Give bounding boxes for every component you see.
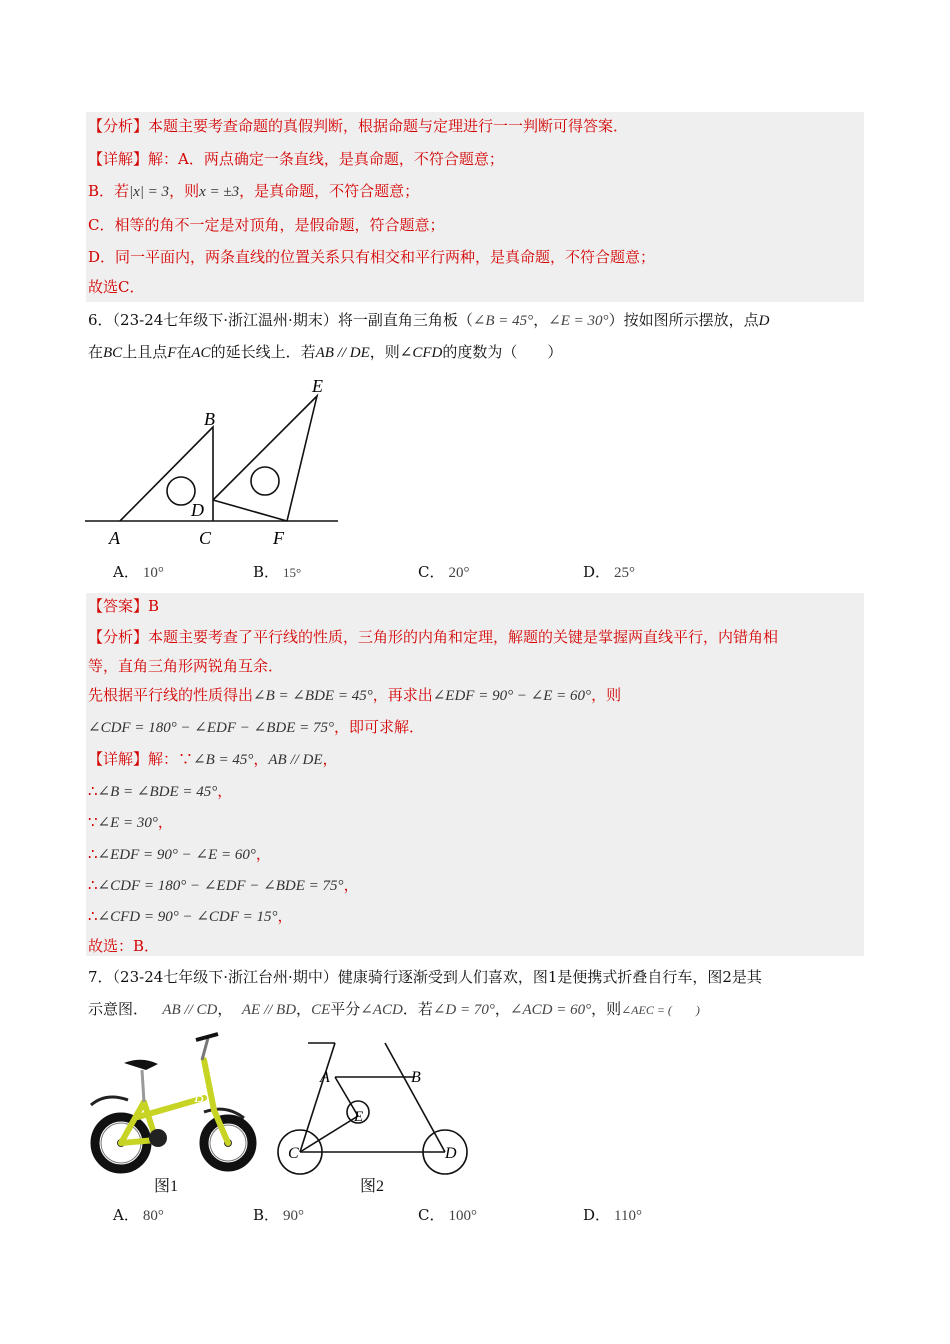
q5-b-condition: |x| = 3 — [129, 184, 170, 200]
q6-stem-e: 在 — [176, 343, 192, 361]
q7-schematic-figure — [270, 1030, 480, 1180]
q7-option-c[interactable] — [418, 1205, 477, 1226]
q6-detail — [88, 748, 338, 771]
q6-angle-e: ∠E = 30° — [548, 313, 609, 329]
text: ， — [157, 813, 173, 831]
text: 【详解】解：∵ — [88, 750, 194, 768]
text: ， — [217, 782, 233, 800]
math-expression: ∠D = 70° — [432, 1002, 495, 1018]
q6-angle-b: ∠B = 45° — [472, 313, 534, 329]
q6-label-e: E — [312, 376, 323, 396]
q6-option-c[interactable] — [418, 562, 469, 583]
option-value: 20° — [448, 565, 470, 581]
q6-analysis-2: 等，直角三角形两锐角互余． — [88, 657, 284, 675]
q6-triangles-figure — [80, 370, 350, 550]
q6-option-b[interactable] — [253, 562, 301, 583]
math-expression: ∠CFD = 90° − ∠CDF = 15° — [97, 909, 278, 925]
q6-seg-ac: AC — [191, 345, 211, 361]
q5-b-result: x = ±3 — [199, 184, 240, 200]
option-value: 90° — [283, 1208, 305, 1224]
therefore-symbol: ∴ — [88, 845, 98, 863]
q5-choose: 故选C． — [88, 278, 145, 296]
option-value: 80° — [142, 1208, 164, 1224]
q7-stem-line1: 7．（23-24七年级下·浙江台州·期中）健康骑行逐渐受到人们喜欢，图1是便携式折叠自行车，图2是其 — [88, 968, 762, 986]
q5-detail-a: 【详解】解：A．两点确定一条直线，是真命题，不符合题意； — [88, 150, 504, 168]
q6-point-f: F — [167, 345, 177, 361]
text: 平分 — [330, 1000, 361, 1018]
q6-choose: 故选：B． — [88, 937, 160, 955]
math-expression: AB // CD — [162, 1002, 218, 1018]
q7-fig2-caption: 图2 — [360, 1178, 385, 1195]
math-expression: ∠EDF = 90° − ∠E = 60° — [432, 688, 592, 704]
option-value: 100° — [448, 1208, 477, 1224]
math-expression: ∠EDF = 90° − ∠E = 60° — [97, 847, 256, 863]
therefore-symbol: ∴ — [88, 876, 98, 894]
q6-condition: AB // DE — [315, 345, 370, 361]
therefore-symbol: ∴ — [88, 782, 98, 800]
option-label: B． — [253, 563, 280, 581]
q7-option-d[interactable] — [583, 1205, 642, 1226]
math-expression: AE // BD — [241, 1002, 297, 1018]
q5-b-suffix: ，是真命题，不符合题意； — [239, 182, 420, 200]
option-label: A． — [113, 1206, 139, 1224]
math-expression: AB // DE — [268, 752, 323, 768]
text: ， — [494, 1000, 510, 1018]
q7-label-c: C — [288, 1145, 299, 1162]
option-label: A． — [113, 563, 139, 581]
therefore-symbol: ∴ — [88, 907, 98, 925]
option-label: D． — [583, 563, 611, 581]
text: ， — [217, 1000, 233, 1018]
q6-step-4 — [88, 874, 359, 897]
q6-step-5 — [88, 905, 293, 928]
text: ，即可求解． — [334, 718, 425, 736]
text: ， — [322, 750, 338, 768]
text: ．若 — [402, 1000, 433, 1018]
q6-label-c: C — [199, 528, 212, 548]
text: ，再求出 — [372, 686, 433, 704]
q6-stem-line1 — [88, 309, 769, 332]
q5-option-c: C．相等的角不一定是对顶角，是假命题，符合题意； — [88, 216, 445, 234]
q7-option-b[interactable] — [253, 1205, 304, 1226]
math-expression: CE — [311, 1002, 331, 1018]
q5-b-prefix: B．若 — [88, 182, 130, 200]
q6-stem-a: 6．（23-24七年级下·浙江温州·期末）将一副直角三角板（ — [88, 311, 473, 329]
option-value: 15° — [283, 565, 302, 580]
q5-analysis: 【分析】本题主要考查命题的真假判断，根据命题与定理进行一一判断可得答案． — [88, 117, 629, 135]
text: ， — [277, 907, 293, 925]
q6-seg-bc: BC — [103, 345, 123, 361]
q6-stem-c: 在 — [88, 343, 104, 361]
q5-solution-box — [86, 112, 864, 302]
math-expression: ∠B = 45° — [193, 752, 254, 768]
q6-stem-g: ，则 — [369, 343, 400, 361]
option-value: 25° — [614, 565, 636, 581]
q6-label-b: B — [204, 409, 215, 429]
math-expression: ∠ACD — [360, 1002, 403, 1018]
math-expression: ∠B = ∠BDE = 45° — [97, 784, 218, 800]
q7-stem-line2 — [88, 998, 700, 1021]
q5-option-b — [88, 180, 419, 203]
q6-point-d: D — [758, 313, 770, 329]
q6-option-a[interactable] — [113, 562, 164, 583]
option-label: D． — [583, 1206, 611, 1224]
q6-step-3 — [88, 843, 271, 866]
math-expression: ∠ACD = 60° — [509, 1002, 592, 1018]
q6-analysis-1: 【分析】本题主要考查了平行线的性质，三角形的内角和定理，解题的关键是掌握两直线平行，内错角相 — [88, 628, 779, 646]
option-label: C． — [418, 1206, 445, 1224]
q6-sep: ， — [533, 311, 549, 329]
q6-analysis-4 — [88, 716, 424, 739]
q7-option-a[interactable] — [113, 1205, 164, 1226]
math-expression: ∠E = 30° — [97, 815, 158, 831]
math-expression: ∠CDF = 180° − ∠EDF − ∠BDE = 75° — [97, 878, 344, 894]
text: ， — [296, 1000, 312, 1018]
option-value: 10° — [142, 565, 164, 581]
q6-stem-b: ）按如图所示摆放，点 — [608, 311, 759, 329]
q6-analysis-3 — [88, 684, 621, 707]
q6-stem-h: 的度数为（ ） — [442, 343, 563, 361]
bike-label-a: A — [152, 1090, 162, 1107]
q7-fig1-caption: 图1 — [154, 1178, 179, 1195]
q5-option-d: D．同一平面内，两条直线的位置关系只有相交和平行两种，是真命题，不符合题意； — [88, 248, 656, 266]
text: ，则 — [591, 686, 622, 704]
option-value: 110° — [614, 1208, 642, 1224]
q7-bicycle-photo — [86, 1030, 258, 1180]
q5-b-mid: ，则 — [169, 182, 200, 200]
math-expression: ∠CDF = 180° − ∠EDF − ∠BDE = 75° — [88, 720, 335, 736]
q6-label-f: F — [273, 528, 284, 548]
text: 示意图． — [88, 1000, 149, 1018]
option-label: C． — [418, 563, 445, 581]
text: 先根据平行线的性质得出 — [88, 686, 254, 704]
q7-label-a: A — [320, 1069, 330, 1086]
q7-label-e: E — [354, 1109, 364, 1125]
math-expression: ∠B = ∠BDE = 45° — [253, 688, 373, 704]
q6-answer: 【答案】B — [88, 597, 160, 615]
text: ， — [253, 750, 269, 768]
text: ， — [343, 876, 359, 894]
q7-label-b: B — [411, 1069, 421, 1086]
q6-label-a: A — [109, 528, 120, 548]
q6-step-2 — [88, 811, 173, 834]
math-expression: ∠AEC = ( ) — [621, 1003, 700, 1017]
text: ，则 — [591, 1000, 622, 1018]
q6-label-d: D — [191, 500, 204, 520]
q6-stem-f: 的延长线上．若 — [210, 343, 316, 361]
bike-label-b: B — [194, 1089, 204, 1106]
because-symbol: ∵ — [88, 813, 98, 831]
text: ， — [255, 845, 271, 863]
q6-step-1 — [88, 780, 232, 803]
q6-stem-d: 上且点 — [122, 343, 168, 361]
option-label: B． — [253, 1206, 280, 1224]
q6-target: ∠CFD — [399, 345, 443, 361]
q6-stem-line2 — [88, 341, 562, 364]
q7-label-d: D — [445, 1145, 457, 1162]
q6-option-d[interactable] — [583, 562, 635, 583]
